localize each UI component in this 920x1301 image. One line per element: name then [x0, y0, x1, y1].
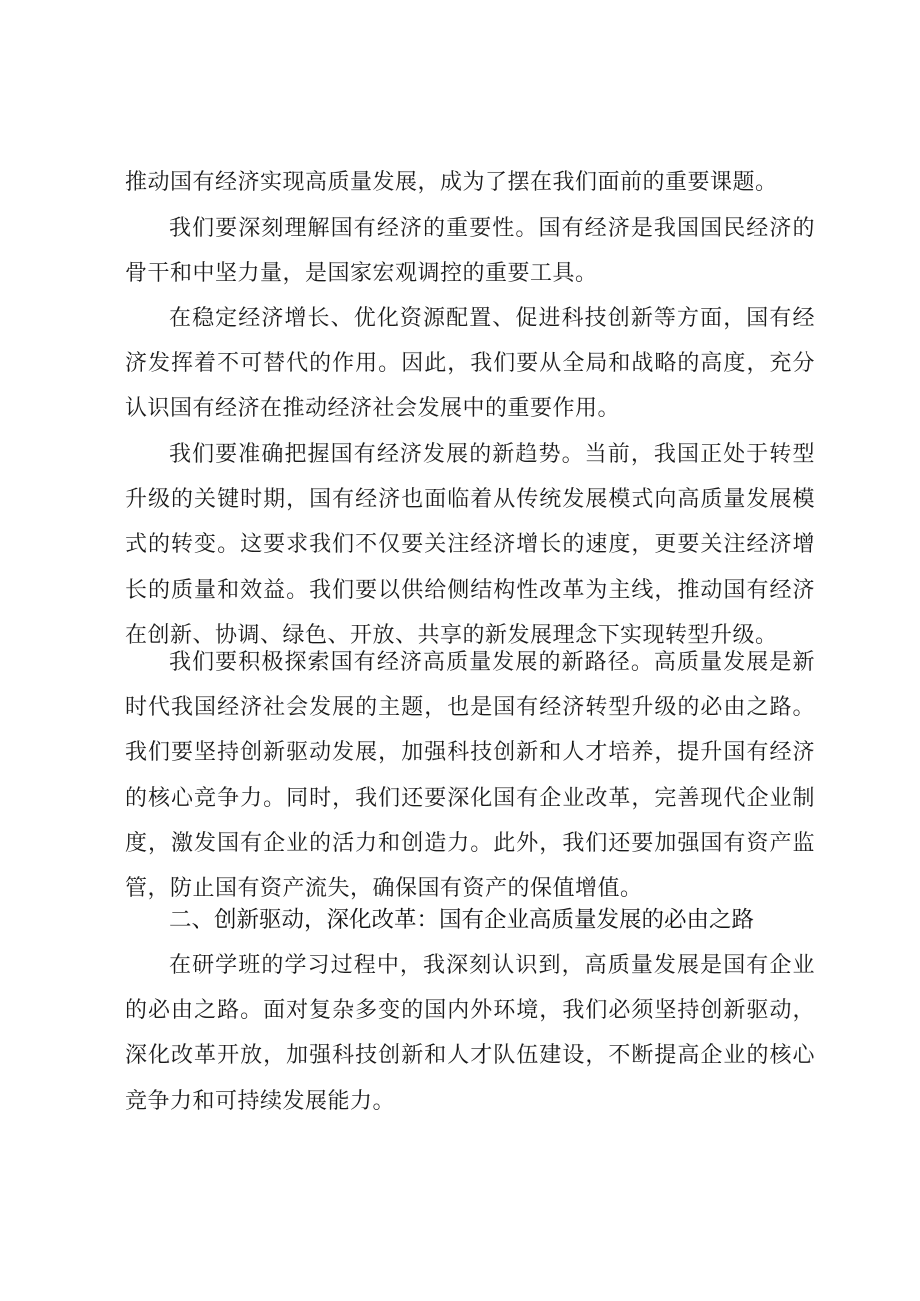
paragraph-role: 在稳定经济增长、优化资源配置、促进科技创新等方面，国有经济发挥着不可替代的作用。因此，我们要从全局和战略的高度，充分认识国有经济在推动经济社会发展中的重要作用。 — [125, 306, 815, 422]
paragraph-path: 我们要积极探索国有经济高质量发展的新路径。高质量发展是新时代我国经济社会发展的主题，也是国有经济转型升级的必由之路。我们要坚持创新驱动发展，加强科技创新和人才培养，提升国有经济的核心竞争力。同时，我们还要深化国有企业改革，完善现代企业制度，激发国有企业的活力和创造力。此外，我们还要加强国有资产监管，防止国有资产流失，确保国有资产的保值增值。 — [125, 650, 815, 902]
paragraph-continuation: 推动国有经济实现高质量发展，成为了摆在我们面前的重要课题。 — [125, 170, 778, 195]
section-heading: 二、创新驱动，深化改革：国有企业高质量发展的必由之路 — [169, 907, 755, 933]
paragraph-importance: 我们要深刻理解国有经济的重要性。国有经济是我国国民经济的骨干和中坚力量，是国家宏观调控的重要工具。 — [125, 216, 815, 287]
paragraph-trends: 我们要准确把握国有经济发展的新趋势。当前，我国正处于转型升级的关键时期，国有经济也面临着从传统发展模式向高质量发展模式的转变。这要求我们不仅要关注经济增长的速度，更要关注经济增长的质量和效益。我们要以供给侧结构性改革为主线，推动国有经济在创新、协调、绿色、开放、共享的新发展理念下实现转型升级。 — [125, 442, 815, 648]
paragraph-closing: 在研学班的学习过程中，我深刻认识到，高质量发展是国有企业的必由之路。面对复杂多变的国内外环境，我们必须坚持创新驱动，深化改革开放，加强科技创新和人才队伍建设，不断提高企业的核心竞争力和可持续发展能力。 — [125, 953, 815, 1114]
